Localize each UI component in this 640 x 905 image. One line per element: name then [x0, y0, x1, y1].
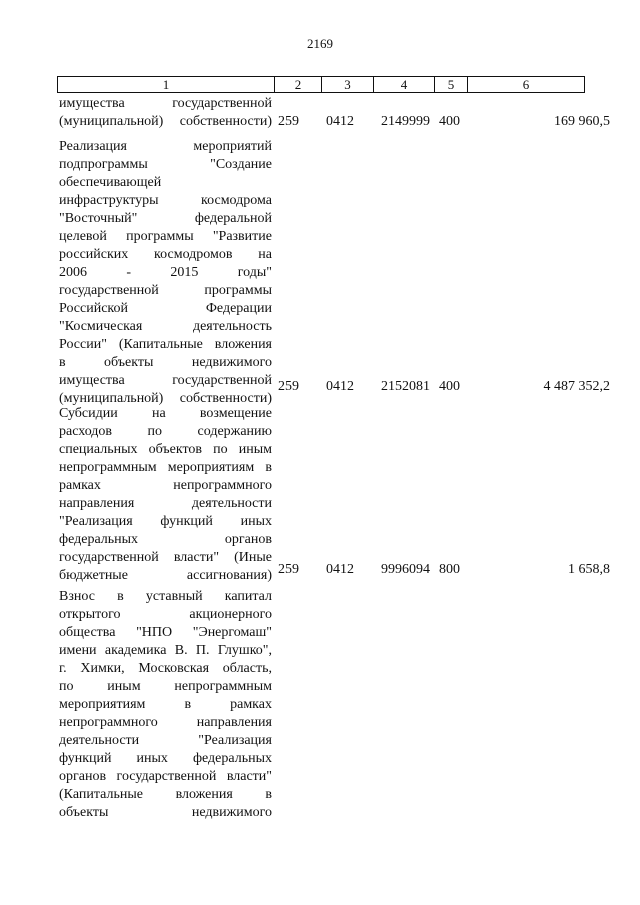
description-line: функций иных федеральных [59, 751, 272, 766]
row-target-code: 2149999 [381, 114, 430, 129]
description-line: Российской Федерации [59, 301, 272, 316]
description-line: (муниципальной) собственности) [59, 114, 272, 129]
description-line: обеспечивающей [59, 175, 162, 190]
row-section-code: 259 [278, 562, 299, 577]
description-line: мероприятиям в рамках [59, 697, 272, 712]
column-header-1: 1 [58, 77, 275, 92]
description-line: России" (Капитальные вложения [59, 337, 272, 352]
description-line: органов государственной власти" [59, 769, 272, 784]
description-line: специальных объектов по иным [59, 442, 272, 457]
row-subsection-code: 0412 [326, 379, 354, 394]
description-line: направления деятельности [59, 496, 272, 511]
description-line: расходов по содержанию [59, 424, 272, 439]
row-target-code: 9996094 [381, 562, 430, 577]
description-line: целевой программы "Развитие [59, 229, 272, 244]
row-section-code: 259 [278, 379, 299, 394]
description-line: "Реализация функций иных [59, 514, 272, 529]
row-description [59, 588, 272, 822]
row-description [59, 138, 272, 408]
row-subsection-code: 0412 [326, 562, 354, 577]
description-line: (Капитальные вложения в [59, 787, 272, 802]
description-line: "Восточный" федеральной [59, 211, 272, 226]
description-line: подпрограммы "Создание [59, 157, 272, 172]
description-line: имущества государственной [59, 373, 272, 388]
description-line: по иным непрограммным [59, 679, 272, 694]
description-line: имущества государственной [59, 96, 272, 111]
description-line: бюджетные ассигнования) [59, 568, 272, 583]
row-description [59, 405, 272, 585]
description-line: имени академика В. П. Глушко", [59, 643, 272, 658]
description-line: (муниципальной) собственности) [59, 391, 272, 406]
column-header-2: 2 [275, 77, 322, 92]
description-line: деятельности "Реализация [59, 733, 272, 748]
row-amount: 4 487 352,2 [543, 379, 610, 394]
row-description [59, 95, 272, 131]
description-line: Субсидии на возмещение [59, 406, 272, 421]
description-line: государственной программы [59, 283, 272, 298]
row-expense-type: 400 [439, 379, 460, 394]
description-line: 2006 - 2015 годы" [59, 265, 272, 280]
description-line: открытого акционерного [59, 607, 272, 622]
row-amount: 1 658,8 [568, 562, 610, 577]
row-section-code: 259 [278, 114, 299, 129]
description-line: объекты недвижимого [59, 805, 272, 820]
column-header-4: 4 [374, 77, 435, 92]
row-expense-type: 800 [439, 562, 460, 577]
description-line: российских космодромов на [59, 247, 272, 262]
description-line: непрограммного направления [59, 715, 272, 730]
description-line: инфраструктуры космодрома [59, 193, 272, 208]
column-header-6: 6 [522, 77, 530, 92]
description-line: "Космическая деятельность [59, 319, 272, 334]
column-header-3: 3 [322, 77, 374, 92]
description-line: государственной власти" (Иные [59, 550, 272, 565]
description-line: в объекты недвижимого [59, 355, 272, 370]
column-header-5: 5 [435, 77, 468, 92]
row-expense-type: 400 [439, 114, 460, 129]
description-line: г. Химки, Московская область, [59, 661, 272, 676]
description-line: общества "НПО "Энергомаш" [59, 625, 272, 640]
description-line: федеральных органов [59, 532, 272, 547]
description-line: Реализация мероприятий [59, 139, 272, 154]
description-line: непрограммным мероприятиям в [59, 460, 272, 475]
row-target-code: 2152081 [381, 379, 430, 394]
row-amount: 169 960,5 [554, 114, 610, 129]
row-subsection-code: 0412 [326, 114, 354, 129]
table-header [57, 76, 585, 93]
description-line: рамках непрограммного [59, 478, 272, 493]
page-number: 2169 [307, 36, 333, 51]
description-line: Взнос в уставный капитал [59, 589, 272, 604]
